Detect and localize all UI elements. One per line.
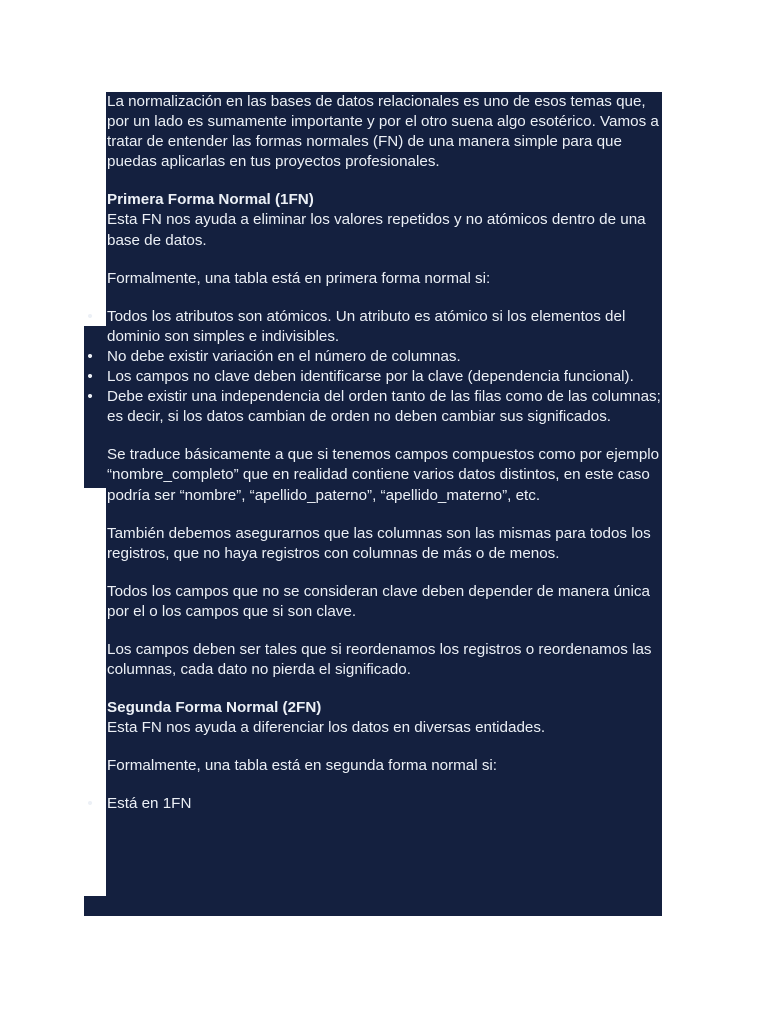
bullet-icon: • xyxy=(87,368,93,386)
list-item-text: Está en 1FN xyxy=(107,795,192,813)
bullet-icon: • xyxy=(87,795,93,813)
bullet-gutter-highlight xyxy=(84,896,108,916)
list-item-text: Todos los atributos son atómicos. Un atributo es atómico si los elementos del dominio son simples e indivisibles. xyxy=(107,307,626,345)
formal-definition-1fn: Formalmente, una tabla está en primera forma normal si: xyxy=(107,269,491,287)
section-heading-1fn: Primera Forma Normal (1FN) xyxy=(107,191,314,209)
intro-paragraph: La normalización en las bases de datos relacionales es uno de esos temas que, por un lado es sumamente importante y por el otro suena algo esotérico. Vamos a tratar de entender las formas normales (FN) de una manera simple para que puedas aplicarlas en tus proyectos profesionales. xyxy=(107,93,659,171)
bullet-list-2fn xyxy=(87,794,662,814)
list-item xyxy=(87,307,662,347)
list-item xyxy=(87,367,662,387)
bullet-icon: • xyxy=(87,347,93,365)
body-paragraph: Se traduce básicamente a que si tenemos campos compuestos como por ejemplo “nombre_completo” que en realidad contiene varios datos distintos, en este caso podría ser “nombre”, “apellido_paterno”, “apellido_materno”, etc. xyxy=(107,446,660,504)
section-description-2fn: Esta FN nos ayuda a diferenciar los datos en diversas entidades. xyxy=(107,719,546,737)
body-paragraph: Los campos deben ser tales que si reordenamos los registros o reordenamos las columnas, cada dato no pierda el significado. xyxy=(107,640,652,679)
list-item-text: Debe existir una independencia del orden tanto de las filas como de las columnas; es decir, si los datos cambian de orden no deben cambiar sus significados. xyxy=(107,388,661,426)
bullet-list-1fn xyxy=(87,307,662,428)
list-item xyxy=(87,794,662,814)
body-paragraph: También debemos asegurarnos que las columnas son las mismas para todos los registros, que no haya registros con columnas de más o de menos. xyxy=(107,524,651,562)
body-paragraph: Todos los campos que no se consideran clave deben depender de manera única por el o los campos que si son clave. xyxy=(107,582,650,620)
formal-definition-2fn: Formalmente, una tabla está en segunda forma normal si: xyxy=(107,757,498,775)
list-item-text: No debe existir variación en el número de columnas. xyxy=(107,347,461,365)
list-item-text: Los campos no clave deben identificarse por la clave (dependencia funcional). xyxy=(107,368,634,386)
section-heading-2fn: Segunda Forma Normal (2FN) xyxy=(107,699,322,717)
document-content xyxy=(87,92,662,833)
bullet-icon: • xyxy=(87,307,93,325)
list-item xyxy=(87,347,662,367)
section-description-1fn: Esta FN nos ayuda a eliminar los valores repetidos y no atómicos dentro de una base de datos. xyxy=(107,211,646,249)
list-item xyxy=(87,387,662,427)
bullet-icon: • xyxy=(87,388,93,406)
